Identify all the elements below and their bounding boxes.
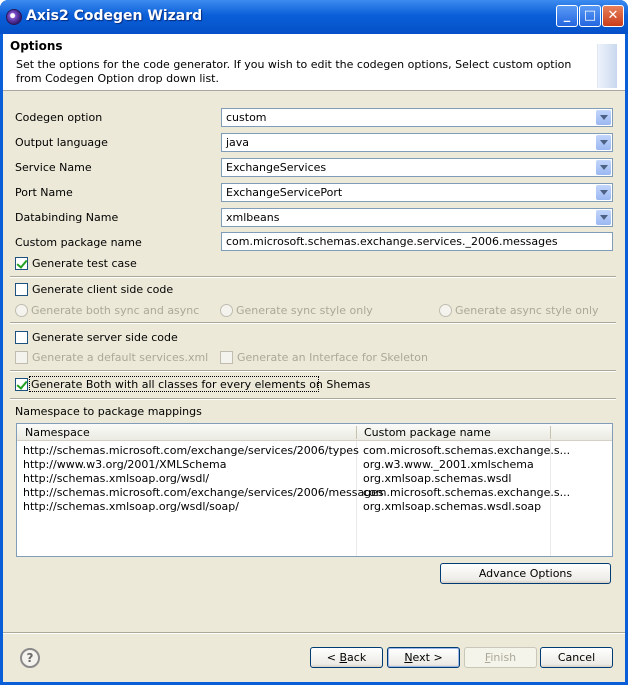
window-title: Axis2 Codegen Wizard [26,8,203,24]
namespace-cell: http://schemas.xmlsoap.org/wsdl/soap/ [23,500,239,513]
chevron-down-icon[interactable] [596,160,611,175]
client-sync-radio[interactable] [220,304,233,317]
next-button-label: ext > [412,651,443,664]
chevron-down-icon[interactable] [596,210,611,225]
databinding-name-combo[interactable] [221,208,613,227]
server-interface-checkbox[interactable] [220,351,233,364]
minimize-button[interactable]: _ [556,5,578,27]
client-async-label: Generate async style only [455,304,599,317]
column-header-namespace[interactable]: Namespace [25,426,90,439]
databinding-name-label: Databinding Name [15,211,119,224]
title-bar[interactable] [0,0,628,34]
port-name-label: Port Name [15,186,73,199]
generate-all-classes-label: Generate Both with all classes for every elements on Shemas [31,378,371,391]
chevron-down-icon[interactable] [596,135,611,150]
namespace-cell: http://schemas.xmlsoap.org/wsdl/ [23,472,210,485]
codegen-option-label: Codegen option [15,111,103,124]
codegen-option-combo[interactable] [221,108,613,127]
back-button-prefix: < [326,651,340,664]
eclipse-icon [6,9,22,25]
namespace-cell: http://www.w3.org/2001/XMLSchema [23,458,227,471]
namespace-cell: http://schemas.microsoft.com/exchange/services/2006/types [23,444,359,457]
chevron-down-icon[interactable] [596,110,611,125]
namespace-cell: http://schemas.microsoft.com/exchange/services/2006/messages [23,486,384,499]
custom-package-input[interactable] [221,232,613,251]
column-header-package[interactable]: Custom package name [364,426,491,439]
table-row[interactable] [17,472,612,485]
custom-package-value: com.microsoft.schemas.exchange.services._2006.messages [226,235,558,248]
page-title: Options [10,39,63,53]
generate-client-label: Generate client side code [32,283,174,296]
service-name-label: Service Name [15,161,92,174]
output-language-value: java [226,136,250,149]
separator [3,632,625,634]
table-row[interactable] [17,486,612,499]
mappings-title: Namespace to package mappings [15,405,202,418]
generate-server-label: Generate server side code [32,331,178,344]
help-icon[interactable]: ? [20,648,40,668]
port-name-value: ExchangeServicePort [226,186,343,199]
port-name-combo[interactable] [221,183,613,202]
close-button[interactable]: ✕ [602,5,624,27]
wizard-client-area [3,34,625,682]
client-sync-label: Generate sync style only [236,304,373,317]
table-row[interactable] [17,458,612,471]
finish-button-label: inish [490,651,517,664]
advance-options-button[interactable]: Advance Options [440,563,611,584]
server-services-xml-checkbox[interactable] [15,351,28,364]
client-async-radio[interactable] [439,304,452,317]
page-description: Set the options for the code generator. If you wish to edit the codegen options, Select custom option from Codegen Option drop down list. [16,58,572,85]
separator [10,322,616,324]
generate-client-checkbox[interactable] [15,283,28,296]
separator [10,370,616,372]
generate-test-case-label: Generate test case [32,257,137,270]
output-language-label: Output language [15,136,108,149]
next-button-mnemonic: N [404,651,413,664]
column-divider[interactable] [356,426,357,439]
table-row[interactable] [17,444,612,457]
output-language-combo[interactable] [221,133,613,152]
wizard-header [3,34,625,91]
package-cell: org.w3.www._2001.xmlschema [363,458,534,471]
finish-button[interactable] [464,647,537,668]
back-button[interactable] [310,647,383,668]
package-cell: org.xmlsoap.schemas.wsdl.soap [363,500,542,513]
chevron-down-icon[interactable] [596,185,611,200]
mappings-table[interactable] [16,423,613,557]
client-both-label: Generate both sync and async [31,304,200,317]
table-row[interactable] [17,500,612,513]
maximize-button[interactable]: □ [579,5,601,27]
table-header [17,424,612,441]
back-button-mnemonic: B [339,651,348,664]
package-cell: org.xmlsoap.schemas.wsdl [363,472,512,485]
service-name-value: ExchangeServices [226,161,327,174]
next-button[interactable] [387,647,460,668]
column-divider[interactable] [550,426,551,439]
generate-server-checkbox[interactable] [15,331,28,344]
service-name-combo[interactable] [221,158,613,177]
codegen-option-value: custom [226,111,267,124]
custom-package-label: Custom package name [15,236,142,249]
generate-test-case-checkbox[interactable] [15,257,28,270]
cancel-button[interactable]: Cancel [540,647,613,668]
client-both-radio[interactable] [15,304,28,317]
package-cell: com.microsoft.schemas.exchange.s... [363,444,571,457]
back-button-label: ack [347,651,367,664]
finish-button-mnemonic: F [484,651,491,664]
package-cell: com.microsoft.schemas.exchange.s... [363,486,571,499]
databinding-name-value: xmlbeans [226,211,280,224]
wizard-banner-image [597,44,617,88]
separator [10,398,616,400]
separator [10,276,616,278]
generate-all-classes-checkbox[interactable] [15,378,28,391]
server-interface-label: Generate an Interface for Skeleton [237,351,429,364]
server-services-xml-label: Generate a default services.xml [32,351,209,364]
